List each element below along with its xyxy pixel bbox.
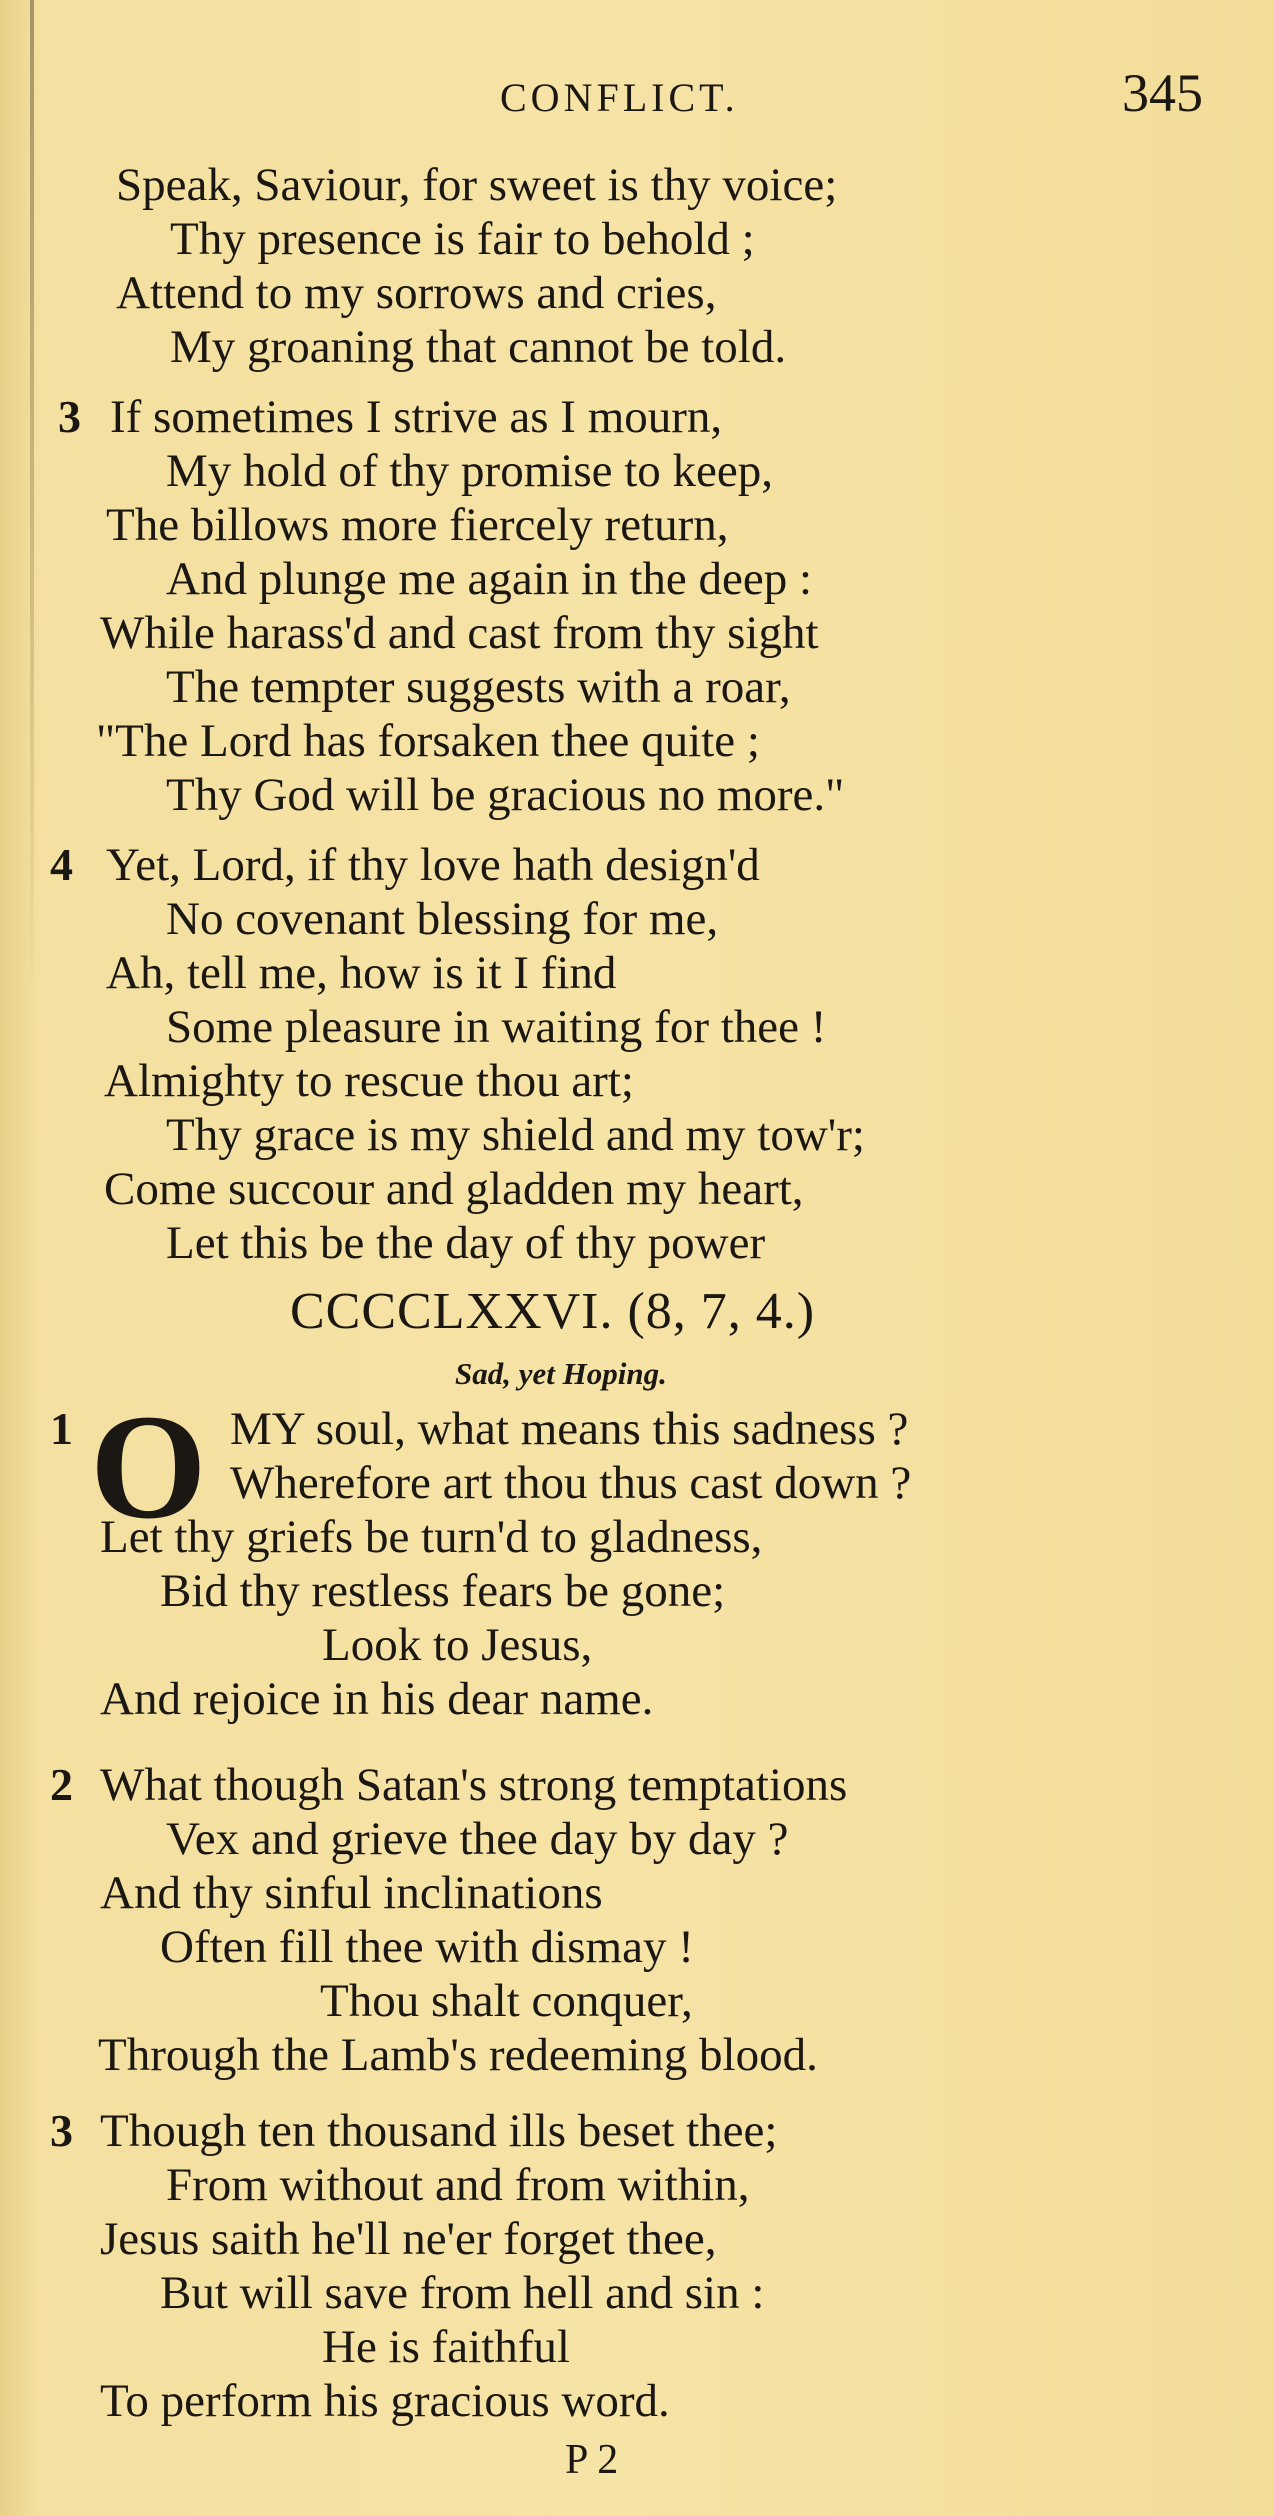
verse-line: No covenant blessing for me, <box>166 893 719 945</box>
verse-line: And plunge me again in the deep : <box>166 553 813 605</box>
verse-line: While harass'd and cast from thy sight <box>100 607 819 659</box>
signature-mark: P 2 <box>565 2437 619 2483</box>
verse-line: Almighty to rescue thou art; <box>104 1055 634 1107</box>
hymn-number-heading: CCCCLXXVI. (8, 7, 4.) <box>290 1283 816 1340</box>
verse-line: "The Lord has forsaken thee quite ; <box>96 715 760 767</box>
verse-line: Wherefore art thou thus cast down ? <box>230 1457 912 1509</box>
verse-line: Often fill thee with dismay ! <box>160 1921 694 1973</box>
verse-line: Vex and grieve thee day by day ? <box>166 1813 789 1865</box>
verse-line: My groaning that cannot be told. <box>170 321 787 373</box>
verse-line: Thy grace is my shield and my tow'r; <box>166 1109 865 1161</box>
running-title: CONFLICT. <box>500 75 739 120</box>
verse-line: Jesus saith he'll ne'er forget thee, <box>100 2213 717 2265</box>
verse-line: The tempter suggests with a roar, <box>166 661 791 713</box>
verse-line: Let thy griefs be turn'd to gladness, <box>100 1511 763 1563</box>
verse-line: Bid thy restless fears be gone; <box>160 1565 726 1617</box>
verse-line: To perform his gracious word. <box>100 2375 670 2427</box>
verse-line: Though ten thousand ills beset thee; <box>100 2105 778 2157</box>
stanza-number: 1 <box>50 1403 73 1454</box>
drop-cap: O <box>90 1384 207 1550</box>
verse-line: Thou shalt conquer, <box>320 1975 693 2027</box>
verse-line: From without and from within, <box>166 2159 750 2211</box>
stanza-number: 2 <box>50 1759 73 1810</box>
verse-line: And rejoice in his dear name. <box>100 1673 654 1725</box>
verse-line: But will save from hell and sin : <box>160 2267 765 2319</box>
verse-line: Speak, Saviour, for sweet is thy voice; <box>116 159 838 211</box>
page-header <box>0 62 1274 132</box>
verse-line: Thy God will be gracious no more." <box>166 769 845 821</box>
verse-line: Thy presence is fair to behold ; <box>170 213 755 265</box>
verse-line: Attend to my sorrows and cries, <box>116 267 717 319</box>
verse-line: Come succour and gladden my heart, <box>104 1163 804 1215</box>
hymn-subtitle: Sad, yet Hoping. <box>455 1356 667 1391</box>
verse-line: Through the Lamb's redeeming blood. <box>98 2029 818 2081</box>
verse-line: Look to Jesus, <box>322 1619 593 1671</box>
verse-line: Ah, tell me, how is it I find <box>106 947 617 999</box>
stanza-number: 3 <box>50 2105 73 2156</box>
verse-line: MY soul, what means this sadness ? <box>230 1403 909 1455</box>
verse-line: Some pleasure in waiting for thee ! <box>166 1001 827 1053</box>
stanza-number: 3 <box>58 391 81 442</box>
page-binding-edge <box>30 0 34 1000</box>
verse-line: The billows more fiercely return, <box>106 499 729 551</box>
verse-line: What though Satan's strong temptations <box>100 1759 848 1811</box>
verse-line: He is faithful <box>322 2321 570 2373</box>
verse-line: And thy sinful inclinations <box>100 1867 603 1919</box>
verse-line: Let this be the day of thy power <box>166 1217 766 1269</box>
verse-line: Yet, Lord, if thy love hath design'd <box>106 839 760 891</box>
verse-line: My hold of thy promise to keep, <box>166 445 774 497</box>
verse-line: If sometimes I strive as I mourn, <box>110 391 723 443</box>
stanza-number: 4 <box>50 839 73 890</box>
page-number: 345 <box>1122 63 1203 123</box>
